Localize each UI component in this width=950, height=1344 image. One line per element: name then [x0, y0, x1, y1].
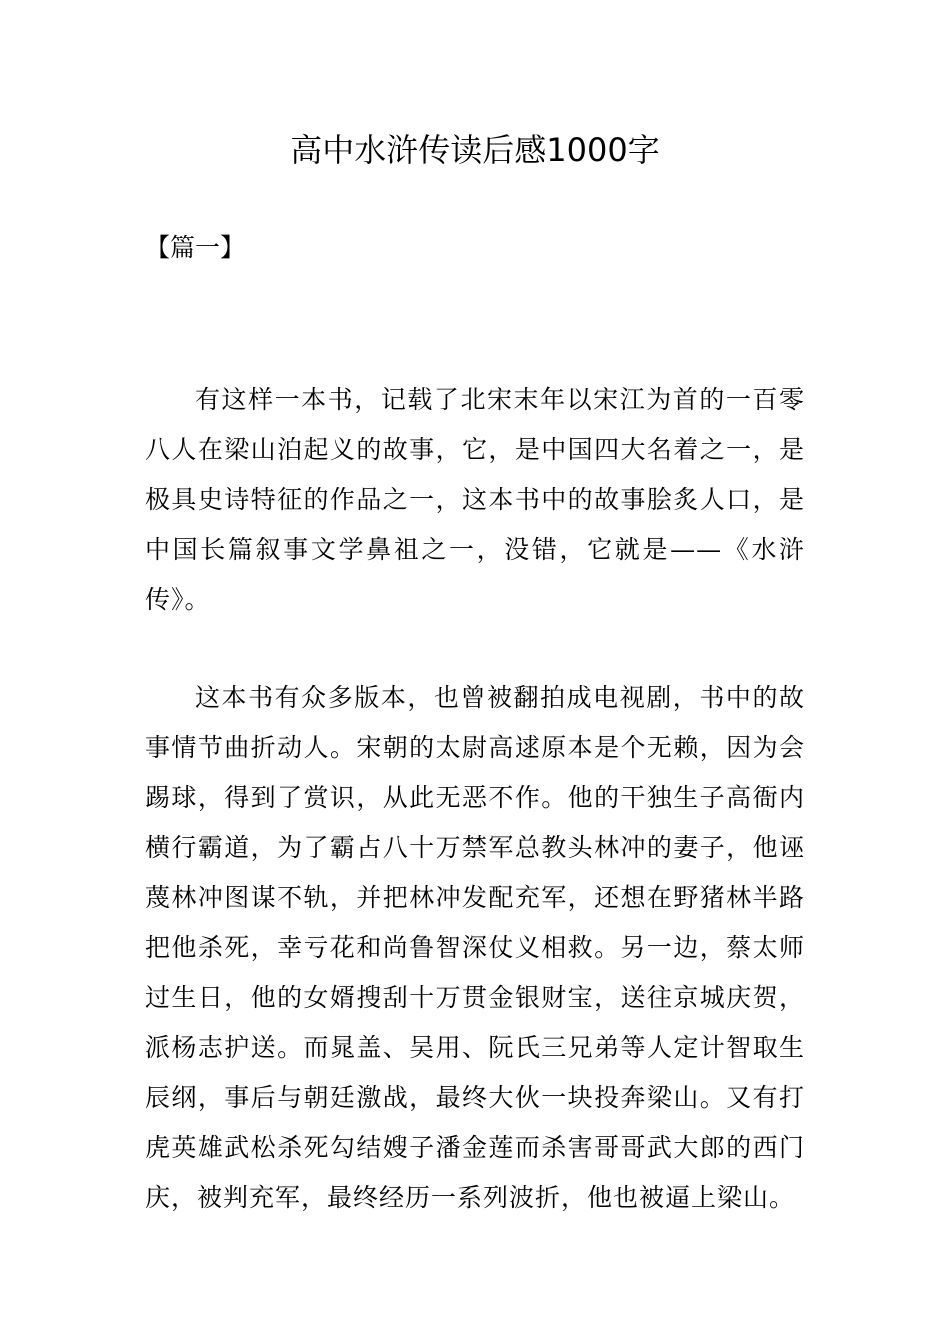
paragraph-2: 这本书有众多版本，也曾被翻拍成电视剧，书中的故事情节曲折动人。宋朝的太尉高逑原本是个无赖，因为会踢球，得到了赏识，从此无恶不作。他的干独生子高衙内横行霸道，为了霸占八十万禁军总教头林冲的妻子，他诬蔑林冲图谋不轨，并把林冲发配充军，还想在野猪林半路把他杀死，幸亏花和尚鲁智深仗义相救。另一边，蔡太师过生日，他的女婿搜刮十万贯金银财宝，送往京城庆贺，派杨志护送。而晁盖、吴用、阮氏三兄弟等人定计智取生辰纲，事后与朝廷激战，最终大伙一块投奔梁山。又有打虎英雄武松杀死勾结嫂子潘金莲而杀害哥哥武大郎的西门庆，被判充军，最终经历一系列波折，他也被逼上梁山。 — [145, 683, 805, 1212]
document-title: 高中水浒传读后感1000字 — [290, 131, 660, 169]
paragraph-1: 有这样一本书，记载了北宋末年以宋江为首的一百零八人在梁山泊起义的故事，它，是中国四大名着之一，是极具史诗特征的作品之一，这本书中的故事脍炙人口，是中国长篇叙事文学鼻祖之一，没错，它就是——《水浒传》。 — [145, 385, 805, 614]
section-label: 【篇一】 — [145, 233, 246, 262]
